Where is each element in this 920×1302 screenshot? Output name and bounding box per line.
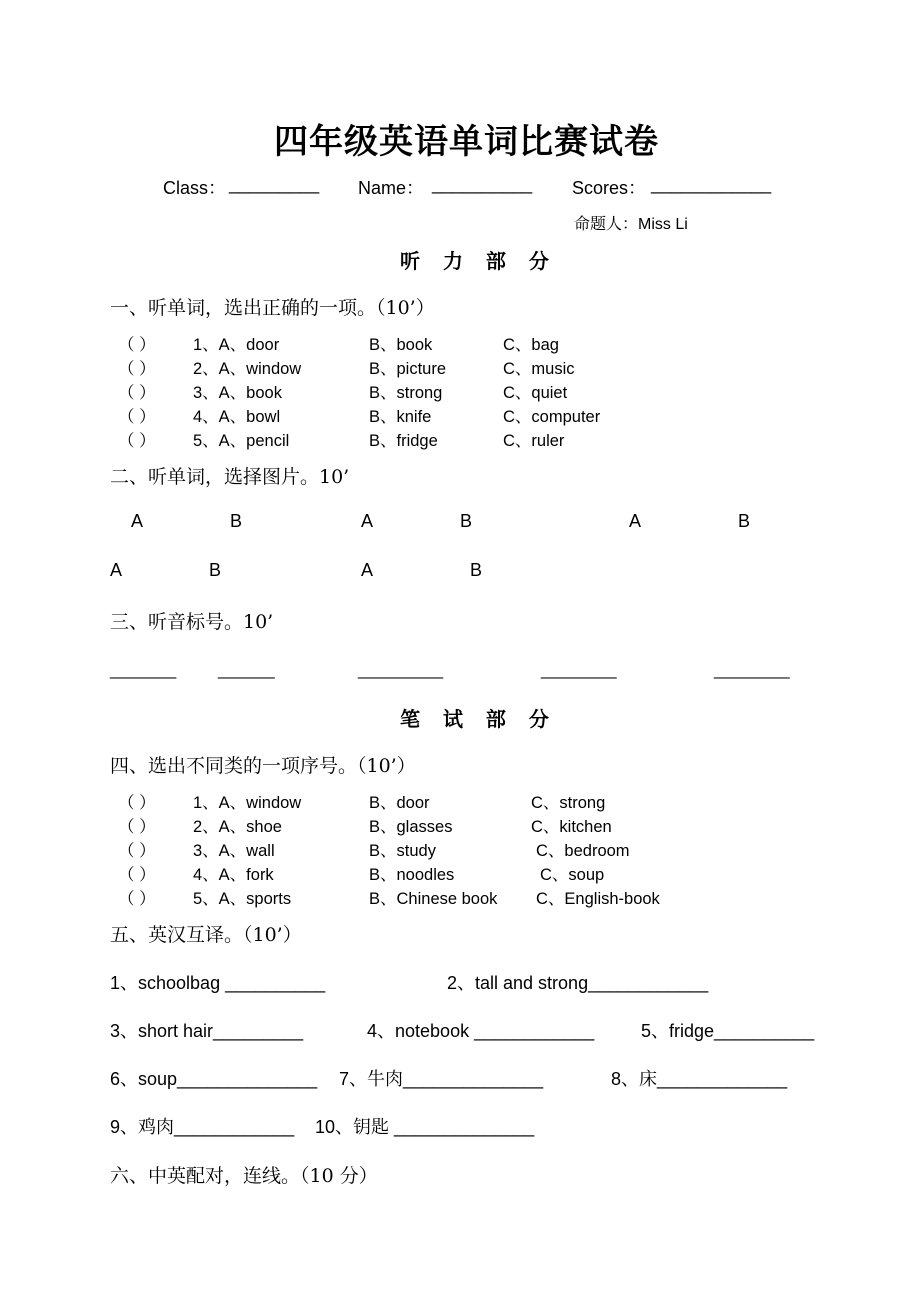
picture-option-a[interactable]: A [361,511,374,531]
scores-label: Scores： [572,178,647,198]
picture-option-b[interactable]: B [460,511,473,531]
option-c: C、computer [503,408,601,426]
answer-blank[interactable]: （ ） [118,866,156,884]
answer-blank[interactable]: （ ） [118,336,156,354]
translation-item[interactable]: 7、牛肉______________ [339,1069,544,1089]
picture-option-a[interactable]: A [361,560,374,580]
name-label: Name： [358,178,425,198]
translation-item[interactable]: 2、tall and strong____________ [447,973,709,993]
author: 命题人：Miss Li [574,216,688,233]
option-c: C、music [503,360,575,378]
answer-blank[interactable]: （ ） [118,890,156,908]
answer-blank[interactable]: _______ [110,660,177,679]
picture-option-b[interactable]: B [470,560,483,580]
option-a: 1、A、door [193,336,280,354]
answer-blank[interactable]: ______ [218,660,275,679]
answer-blank[interactable]: （ ） [118,842,156,860]
option-b: B、glasses [369,818,453,836]
answer-blank[interactable]: ________ [714,660,790,679]
written-heading: 笔 试 部 分 [400,707,557,731]
option-a: 4、A、fork [193,866,274,884]
option-c: C、strong [531,794,606,812]
answer-blank[interactable]: （ ） [118,818,156,836]
section-2-title: 二、听单词，选择图片。10’ [110,466,350,488]
option-b: B、knife [369,408,432,426]
translation-item[interactable]: 6、soup______________ [110,1069,318,1089]
section-3-title: 三、听音标号。10’ [110,611,274,633]
translation-item[interactable]: 4、notebook ____________ [367,1021,595,1041]
translation-item[interactable]: 5、fridge__________ [641,1021,815,1041]
picture-option-a[interactable]: A [629,511,642,531]
answer-blank[interactable]: （ ） [118,408,156,426]
option-b: B、door [369,794,430,812]
option-a: 5、A、pencil [193,432,290,450]
answer-blank[interactable]: （ ） [118,794,156,812]
option-a: 2、A、shoe [193,818,282,836]
section-4-title: 四、选出不同类的一项序号。（10’） [110,755,416,777]
option-a: 3、A、wall [193,842,275,860]
section-1-title: 一、听单词，选出正确的一项。（10’） [110,297,435,319]
page-title: 四年级英语单词比赛试卷 [274,122,659,162]
option-a: 2、A、window [193,360,302,378]
option-c: C、English-book [536,890,660,908]
answer-blank[interactable]: _________ [358,660,444,679]
picture-option-b[interactable]: B [209,560,222,580]
option-a: 5、A、sports [193,890,292,908]
option-a: 3、A、book [193,384,282,402]
answer-blank[interactable]: （ ） [118,384,156,402]
translation-item[interactable]: 1、schoolbag __________ [110,973,326,993]
answer-blank[interactable]: （ ） [118,360,156,378]
class-label: Class： [163,178,227,198]
option-c: C、bag [503,336,559,354]
option-b: B、strong [369,384,443,402]
class-field[interactable]: _________ [229,174,320,194]
option-c: C、quiet [503,384,568,402]
listening-heading: 听 力 部 分 [400,249,557,273]
translation-item[interactable]: 8、床_____________ [611,1069,788,1089]
section-5-title: 五、英汉互译。（10’） [110,924,302,946]
option-b: B、Chinese book [369,890,498,908]
name-field[interactable]: __________ [432,174,533,194]
option-a: 4、A、bowl [193,408,281,426]
option-b: B、picture [369,360,447,378]
picture-option-b[interactable]: B [230,511,243,531]
option-a: 1、A、window [193,794,302,812]
translation-item[interactable]: 3、short hair_________ [110,1021,304,1041]
option-b: B、book [369,336,433,354]
option-b: B、fridge [369,432,438,450]
picture-option-a[interactable]: A [131,511,144,531]
option-c: C、soup [540,866,605,884]
option-c: C、kitchen [531,818,612,836]
option-c: C、bedroom [536,842,630,860]
scores-field[interactable]: ____________ [651,174,772,194]
answer-blank[interactable]: （ ） [118,432,156,450]
option-c: C、ruler [503,432,565,450]
option-b: B、study [369,842,436,860]
section-6-title: 六、中英配对，连线。（10 分） [110,1165,378,1187]
picture-option-a[interactable]: A [110,560,123,580]
translation-item[interactable]: 9、鸡肉____________ [110,1117,295,1137]
answer-blank[interactable]: ________ [541,660,617,679]
picture-option-b[interactable]: B [738,511,751,531]
translation-item[interactable]: 10、钥匙 ______________ [315,1117,535,1137]
option-b: B、noodles [369,866,455,884]
